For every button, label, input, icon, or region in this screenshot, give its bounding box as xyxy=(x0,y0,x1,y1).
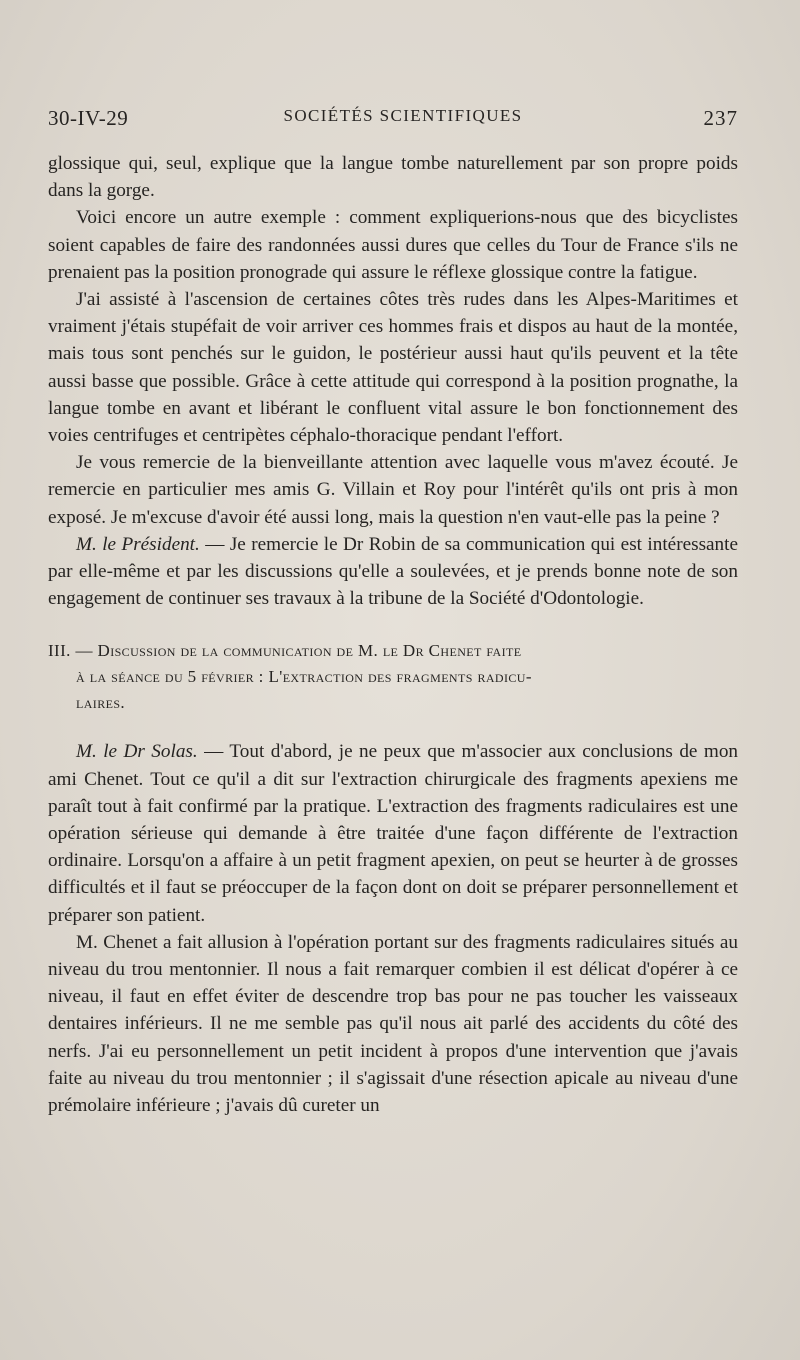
speech-text: — Je remercie le Dr Robin de sa communication qui est intéressante par elle-même et par les discussions qu'elle a soulevées, et je prends bonne note de son engagement de continuer ses travaux à la tribune de la Société d'Odontologie. xyxy=(48,533,738,610)
header-date: 30-IV-29 xyxy=(48,106,129,130)
header-title: SOCIÉTÉS SCIENTIFIQUES xyxy=(283,106,523,125)
paragraph xyxy=(48,531,738,613)
page-body xyxy=(48,150,738,1119)
section-heading-line: à la séance du 5 février : L'extraction des fragments radicu- xyxy=(76,667,532,687)
page-number: 237 xyxy=(703,106,738,130)
speaker-name: M. le Dr Solas. xyxy=(76,741,198,763)
section-heading-line: laires. xyxy=(76,693,126,713)
paragraph: Voici encore un autre exemple : comment expliquerions-nous que des bicyclistes soient capables de faire des randonnées aussi dures que celles du Tour de France s'ils ne prenaient pas la position pronograde qui assure le réflexe glossique contre la fatigue. xyxy=(48,207,738,283)
paragraph xyxy=(48,738,738,928)
speech-text: — Tout d'abord, je ne peux que m'associer aux conclusions de mon ami Chenet. Tout ce qu'il a dit sur l'extraction chirurgicale des fragments apexiens me paraît tout à fait confirmé par la pratique. L'extraction des fragments radiculaires est une opération sérieuse qui demande à être traitée d'une façon différente de l'extraction ordinaire. Lorsqu'on a affaire à un petit fragment apexien, on peut se heurter à de grosses difficultés et il faut se préoccuper de la façon dont on doit se préparer personnellement et préparer son patient. xyxy=(48,741,739,926)
running-header xyxy=(48,106,738,136)
paragraph: M. Chenet a fait allusion à l'opération portant sur des fragments radiculaires situés au niveau du trou mentonnier. Il nous a fait remarquer combien il est délicat d'opérer à ce niveau, il faut en effet éviter de descendre trop bas pour ne pas toucher les vaisseaux dentaires inférieurs. Il ne me semble pas qu'il nous ait parlé des accidents du côté des nerfs. J'ai eu personnellement un petit incident à propos d'une intervention que j'avais faite au niveau du trou mentonnier ; il s'agissait d'une résection apicale au niveau d'une prémolaire inférieure ; j'avais dû cureter un xyxy=(48,931,738,1117)
paragraph: Je vous remercie de la bienveillante attention avec laquelle vous m'avez écouté. Je remercie en particulier mes amis G. Villain et Roy pour l'intérêt qu'ils ont pris à mon exposé. Je m'excuse d'avoir été aussi long, mais la question n'en vaut-elle pas la peine ? xyxy=(48,452,738,528)
paragraph: J'ai assisté à l'ascension de certaines côtes très rudes dans les Alpes-Maritimes et vraiment j'étais stupéfait de voir arriver ces hommes frais et dispos au haut de la montée, mais tous sont penchés sur le guidon, le postérieur aussi haut qu'ils peuvent et la tête aussi basse que possible. Grâce à cette attitude qui correspond à la position prognathe, la langue tombe en avant et libérant le confluent vital assure le bon fonctionnement des voies centrifuges et centripètes céphalo-thoracique pendant l'effort. xyxy=(48,289,738,447)
section-heading-line: III. — Discussion de la communication de M. le Dr Chenet faite xyxy=(48,641,522,661)
paragraph: glossique qui, seul, explique que la langue tombe naturellement par son propre poids dans la gorge. xyxy=(48,153,738,202)
section-heading xyxy=(48,638,738,716)
speaker-name: M. le Président. xyxy=(76,533,200,555)
